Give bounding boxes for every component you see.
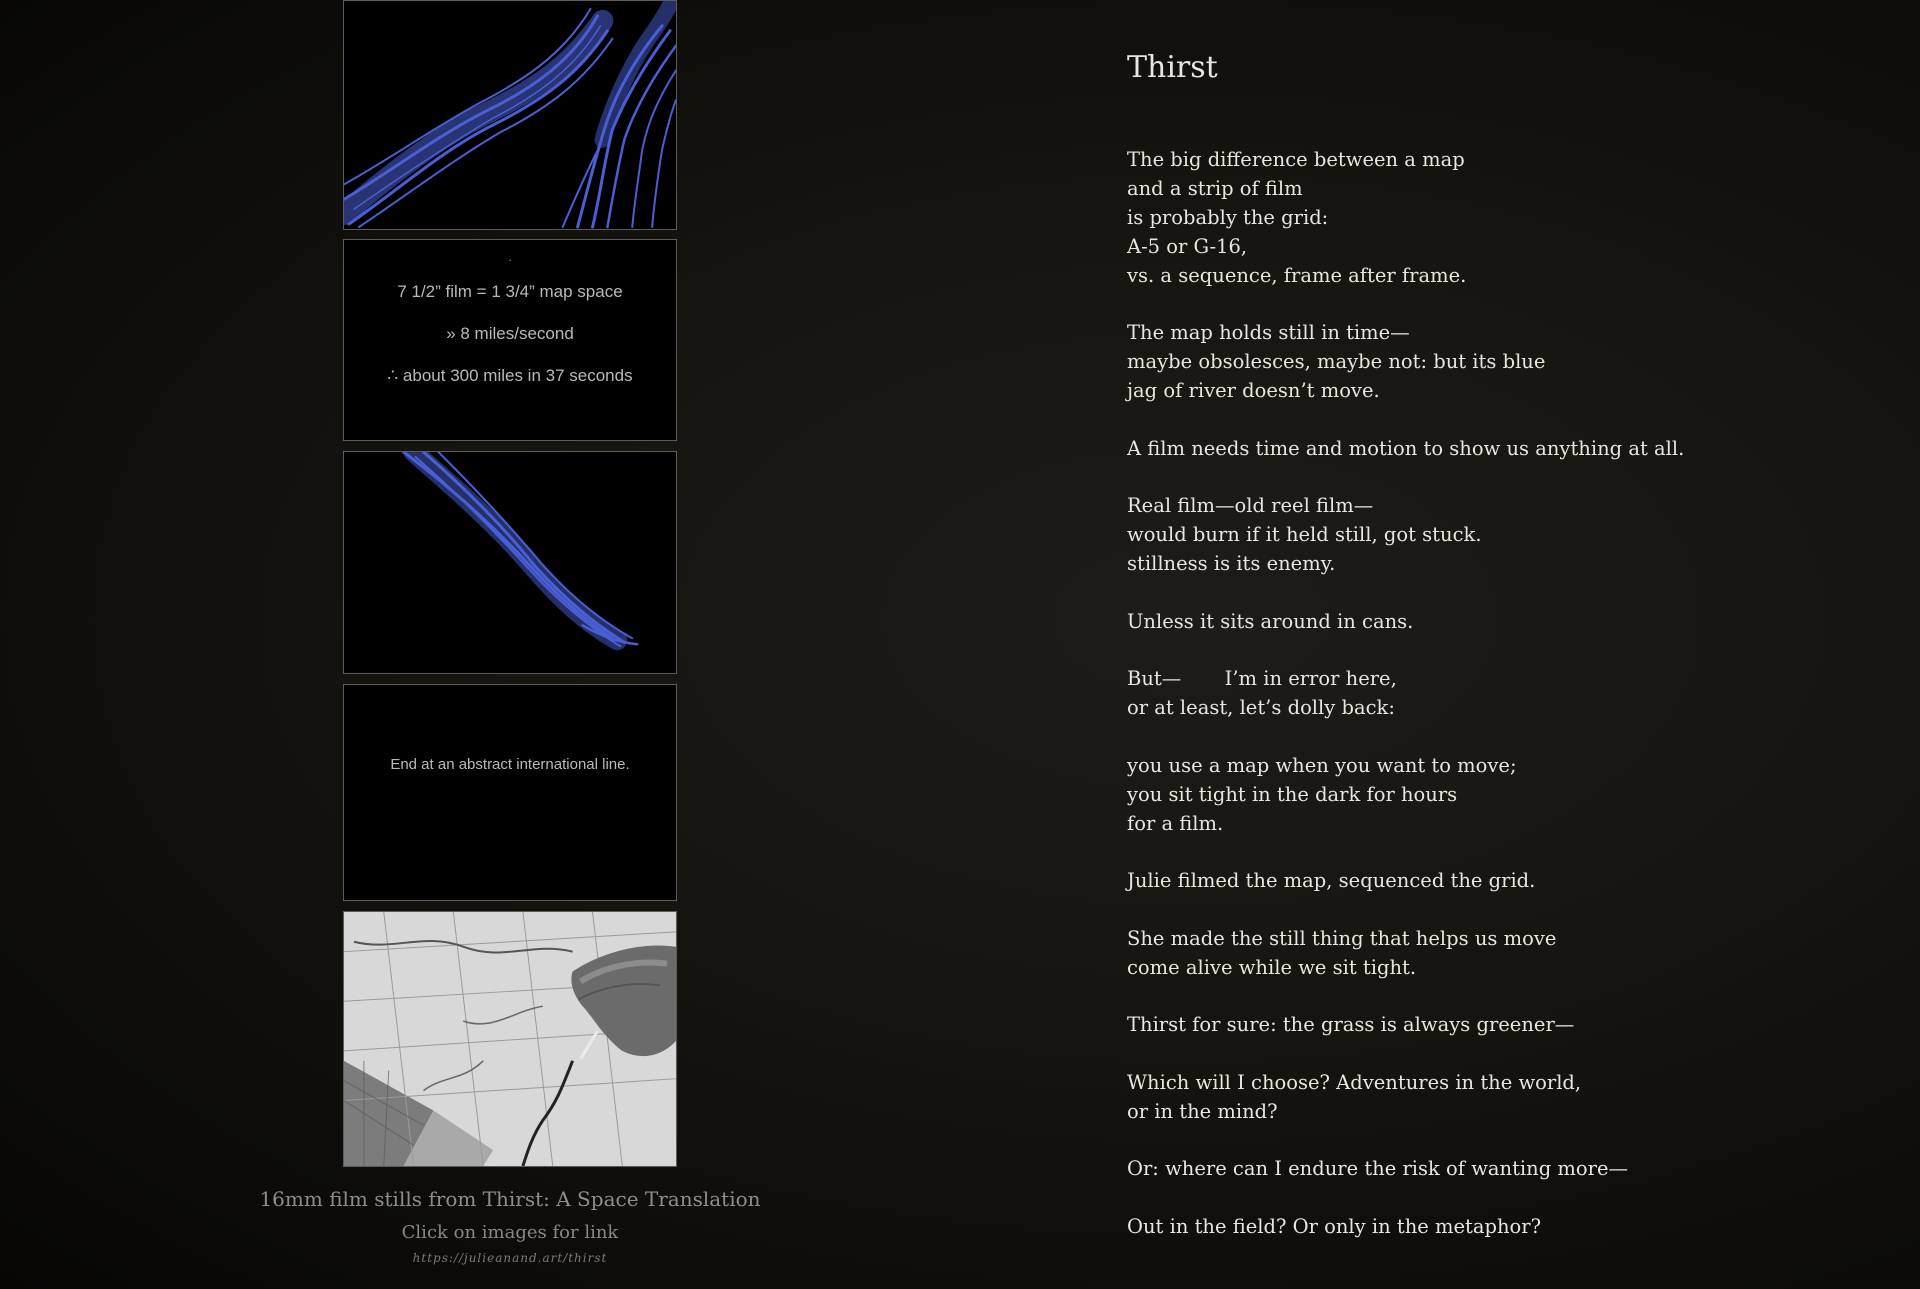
poem-line: Unless it sits around in cans. [1127, 610, 1414, 633]
film-still-5[interactable] [343, 911, 677, 1167]
poem-line: or in the mind? [1127, 1100, 1278, 1123]
still-text-line-3: ∴ about 300 miles in 37 seconds [387, 366, 633, 385]
poem-line: is probably the grid: [1127, 206, 1329, 229]
river-drawing-image [344, 1, 676, 229]
poem-line: you sit tight in the dark for hours [1127, 783, 1458, 806]
film-still-4[interactable] [343, 684, 677, 901]
film-still-2[interactable] [343, 239, 677, 441]
still-text-line-2: » 8 miles/second [446, 324, 574, 343]
poem-line: maybe obsolesces, maybe not: but its blue [1127, 350, 1546, 373]
poem-line: The map holds still in time— [1127, 321, 1410, 344]
film-still-3[interactable] [343, 451, 677, 674]
poem-line: and a strip of film [1127, 177, 1303, 200]
poem-line: stillness is its enemy. [1127, 552, 1336, 575]
poem-line: A film needs time and motion to show us anything at all. [1127, 437, 1685, 460]
poem-line: Or: where can I endure the risk of wanting more— [1127, 1157, 1628, 1180]
poem-line: for a film. [1127, 812, 1224, 835]
still-text-line-1: 7 1/2” film = 1 3/4” map space [397, 282, 623, 301]
poem-line: Out in the field? Or only in the metaphor? [1127, 1215, 1542, 1238]
still-dot: · [508, 255, 512, 266]
hand-tracing-map-photo [344, 912, 676, 1166]
stills-caption-title: 16mm film stills from Thirst: A Space Translation [259, 1187, 761, 1211]
poem-line: The big difference between a map [1127, 148, 1465, 171]
poem-line: Which will I choose? Adventures in the world, [1127, 1071, 1582, 1094]
film-still-1[interactable] [343, 0, 677, 230]
poem-title: Thirst [1127, 50, 1218, 85]
poem-line: come alive while we sit tight. [1127, 956, 1417, 979]
poem-line: Julie filmed the map, sequenced the grid. [1127, 869, 1536, 892]
poem-line: or at least, let’s dolly back: [1127, 696, 1395, 719]
poem-line: jag of river doesn’t move. [1127, 379, 1380, 402]
poem-line: you use a map when you want to move; [1127, 754, 1517, 777]
poem-line: She made the still thing that helps us move [1127, 927, 1557, 950]
poem-line: would burn if it held still, got stuck. [1127, 523, 1482, 546]
poem-line: Real film—old reel film— [1127, 494, 1374, 517]
river-drawing-image [344, 452, 676, 673]
poem-line: Thirst for sure: the grass is always greener— [1127, 1013, 1575, 1036]
stills-caption-instruction: Click on images for link [401, 1222, 619, 1243]
still-text: End at an abstract international line. [390, 756, 630, 773]
poem-line: vs. a sequence, frame after frame. [1127, 264, 1467, 287]
poem-line: A-5 or G-16, [1127, 235, 1248, 258]
stills-caption-url[interactable]: https://julieanand.art/thirst [412, 1251, 608, 1265]
poem-line: But— I’m in error here, [1127, 667, 1397, 690]
